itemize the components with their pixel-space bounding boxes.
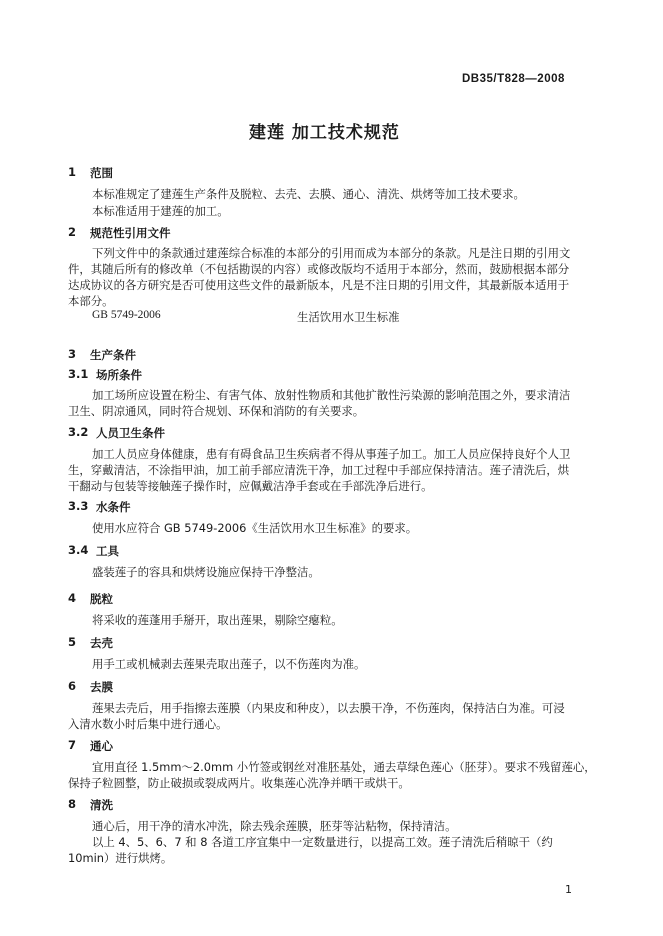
section-8-line: 10min）进行烘烤。: [68, 851, 173, 865]
section-6-heading: 去膜: [90, 680, 113, 694]
reference-code: GB 5749-2006: [92, 309, 161, 321]
section-3-number: 3: [68, 347, 77, 361]
section-6-line: 入清水数小时后集中进行通心。: [68, 717, 228, 731]
section-4-line: 将采收的莲蓬用手掰开，取出莲果，剔除空瘪粒。: [92, 613, 343, 627]
section-3-2-line: 干翻动与包装等接触莲子操作时，应佩戴洁净手套或在手部洗净后进行。: [68, 479, 433, 493]
section-3-2-line: 加工人员应身体健康，患有有碍食品卫生疾病者不得从事莲子加工。加工人员应保持良好个人卫: [92, 447, 571, 461]
section-1-para-2: 本标准适用于建莲的加工。: [92, 204, 229, 218]
section-3-2-number: 3.2: [68, 425, 89, 439]
standard-code: DB35/T828—2008: [462, 73, 565, 85]
page-title: 建莲 加工技术规范: [249, 123, 400, 143]
section-5-number: 5: [68, 635, 77, 649]
section-3-3-line: 使用水应符合 GB 5749-2006《生活饮用水卫生标准》的要求。: [92, 521, 418, 535]
section-3-1-line: 加工场所应设置在粉尘、有害气体、放射性物质和其他扩散性污染源的影响范围之外，要求清洁: [92, 388, 571, 402]
section-3-1-line: 卫生、阴凉通风，同时符合规划、环保和消防的有关要求。: [68, 404, 365, 418]
section-3-2-line: 生，穿戴清洁，不涂指甲油，加工前手部应清洗干净，加工过程中手部应保持清洁。莲子清洗后，烘: [68, 463, 570, 477]
section-7-line: 保持子粒圆整，防止破损或裂成两片。收集莲心洗净并晒干或烘干。: [68, 776, 410, 790]
section-4-number: 4: [68, 591, 77, 605]
section-1-heading: 范围: [90, 166, 113, 180]
section-2-line: 本部分。: [68, 294, 114, 308]
section-1-number: 1: [68, 165, 77, 179]
section-8-heading: 清洗: [90, 798, 113, 812]
section-6-number: 6: [68, 679, 77, 693]
page-number: 1: [565, 883, 572, 896]
section-2-line: 下列文件中的条款通过建莲综合标准的本部分的引用而成为本部分的条款。凡是注日期的引用文: [92, 246, 571, 260]
section-6-line: 莲果去壳后，用手指擦去莲膜（内果皮和种皮），以去膜干净，不伤莲肉，保持洁白为准。可浸: [92, 701, 565, 715]
section-3-1-heading: 场所条件: [96, 368, 142, 382]
section-7-line: 宜用直径 1.5mm～2.0mm 小竹签或钢丝对准胚基处，通去草绿色莲心（胚芽）。要求不残留莲心，: [92, 760, 596, 774]
reference-title: 生活饮用水卫生标准: [297, 310, 400, 324]
section-7-heading: 通心: [90, 739, 113, 753]
section-3-2-heading: 人员卫生条件: [96, 426, 165, 440]
section-3-4-number: 3.4: [68, 543, 89, 557]
section-8-number: 8: [68, 797, 77, 811]
section-3-3-heading: 水条件: [96, 500, 131, 514]
section-7-number: 7: [68, 738, 77, 752]
section-2-line: 达成协议的各方研究是否可使用这些文件的最新版本，凡是不注日期的引用文件，其最新版本适用于: [68, 278, 570, 292]
section-2-number: 2: [68, 225, 77, 239]
section-2-heading: 规范性引用文件: [90, 226, 171, 240]
section-5-heading: 去壳: [90, 636, 113, 650]
section-8-line: 以上 4、5、6、7 和 8 各道工序宜集中一定数量进行，以提高工效。莲子清洗后稍晾干（约: [92, 835, 553, 849]
section-3-1-number: 3.1: [68, 367, 89, 381]
section-3-heading: 生产条件: [90, 348, 136, 362]
section-8-line: 通心后，用干净的清水冲洗，除去残余莲膜，胚芽等沾粘物，保持清洁。: [92, 819, 457, 833]
section-1-para-1: 本标准规定了建莲生产条件及脱粒、去壳、去膜、通心、清洗、烘烤等加工技术要求。: [92, 187, 525, 201]
section-5-line: 用手工或机械剥去莲果壳取出莲子，以不伤莲肉为准。: [92, 657, 366, 671]
section-4-heading: 脱粒: [90, 592, 113, 606]
section-2-line: 件，其随后所有的修改单（不包括勘误的内容）或修改版均不适用于本部分，然而，鼓励根据本部分: [68, 262, 570, 276]
section-3-4-line: 盛装莲子的容具和烘烤设施应保持干净整洁。: [92, 565, 320, 579]
section-3-4-heading: 工具: [96, 544, 119, 558]
section-3-3-number: 3.3: [68, 499, 89, 513]
